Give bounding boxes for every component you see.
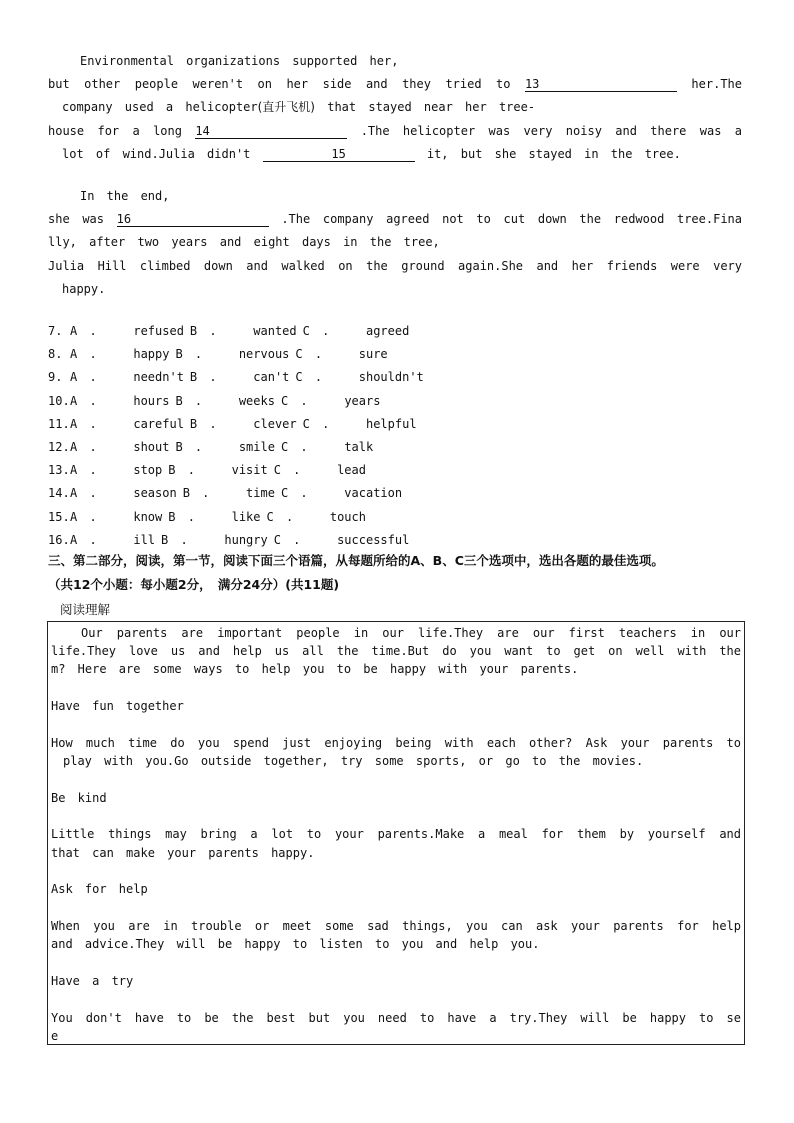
option-number: 8. bbox=[48, 347, 63, 362]
passage-text: lot of wind.Julia didn't bbox=[62, 147, 251, 161]
option-number: 13. bbox=[48, 463, 70, 478]
option-row bbox=[48, 509, 372, 525]
option-c: C . helpful bbox=[302, 416, 417, 431]
reading-line: play with you.Go outside together, try some sports, or go to the movies. bbox=[63, 754, 644, 768]
option-number: 15. bbox=[48, 509, 70, 524]
option-b: B . clever bbox=[189, 416, 297, 431]
reading-passage-box bbox=[47, 621, 745, 1045]
passage-text: it, but she stayed in the tree. bbox=[426, 147, 681, 161]
passage-line bbox=[48, 123, 742, 139]
option-row bbox=[48, 393, 386, 409]
option-number: 7. bbox=[48, 324, 63, 338]
answer-blank-14: 14 bbox=[195, 124, 347, 139]
option-c: C . agreed bbox=[302, 324, 410, 338]
reading-line: Our parents are important people in our life.They are our first teachers in our bbox=[81, 626, 741, 640]
option-c: C . vacation bbox=[280, 486, 403, 501]
option-a: A . stop bbox=[70, 463, 163, 478]
option-row bbox=[48, 346, 394, 362]
option-a: A . ill bbox=[70, 532, 156, 547]
option-c: C . lead bbox=[273, 463, 366, 478]
reading-line: and advice.They will be happy to listen to you and help you. bbox=[51, 937, 540, 951]
reading-line: Little things may bring a lot to your parents.Make a meal for them by yourself and bbox=[51, 827, 741, 841]
section-subtitle: （共12个小题：每小题2分， 满分24分）(共11题) bbox=[48, 577, 340, 592]
option-c: C . touch bbox=[266, 509, 366, 524]
reading-heading: Have fun together bbox=[51, 699, 184, 713]
passage-text: that stayed near her tree- bbox=[327, 100, 536, 114]
option-b: B . visit bbox=[168, 463, 268, 478]
option-c: C . successful bbox=[273, 532, 410, 547]
passage-text-chinese: (直升飞机) bbox=[257, 100, 315, 114]
option-number: 12. bbox=[48, 440, 70, 454]
option-b: B . nervous bbox=[175, 347, 290, 362]
option-number: 16. bbox=[48, 532, 70, 547]
passage-text: .The helicopter was very noisy and there was a bbox=[360, 124, 743, 138]
option-number: 14. bbox=[48, 486, 70, 501]
passage-line: In the end, bbox=[80, 189, 170, 203]
passage-text: company used a helicopter bbox=[62, 100, 258, 114]
option-a: A . hours bbox=[70, 393, 170, 408]
option-row bbox=[48, 532, 415, 548]
reading-line: e bbox=[51, 1029, 59, 1043]
passage-line: Julia Hill climbed down and walked on the ground again.She and her friends were very bbox=[48, 259, 742, 273]
passage-text: she was bbox=[48, 212, 105, 226]
passage-line bbox=[62, 99, 566, 115]
passage-text: house for a long bbox=[48, 124, 182, 138]
section-title: 三、第二部分，阅读，第一节，阅读下面三个语篇，从每题所给的A、B、C三个选项中，选出各题的最佳选项。 bbox=[48, 553, 664, 568]
option-a: A . know bbox=[70, 509, 163, 524]
option-b: B . smile bbox=[175, 440, 275, 454]
answer-blank-15: 15 bbox=[263, 147, 415, 162]
passage-text: .The company agreed not to cut down the redwood tree.Fina bbox=[281, 212, 742, 226]
option-b: B . wanted bbox=[189, 324, 297, 338]
option-b: B . like bbox=[168, 509, 261, 524]
passage-line: lly, after two years and eight days in the tree, bbox=[48, 235, 440, 249]
reading-heading: Ask for help bbox=[51, 882, 148, 896]
option-b: B . can't bbox=[189, 370, 290, 385]
option-row bbox=[48, 416, 423, 432]
option-row bbox=[48, 439, 379, 455]
option-number: 9. bbox=[48, 370, 63, 385]
passage-text: but other people weren't on her side and they tried to bbox=[48, 77, 511, 91]
reading-line: You don't have to be the best but you need to have a try.They will be happy to se bbox=[51, 1011, 741, 1025]
reading-line: When you are in trouble or meet some sad things, you can ask your parents for help bbox=[51, 919, 741, 933]
answer-blank-13: 13 bbox=[525, 77, 677, 92]
option-row bbox=[48, 462, 372, 478]
option-b: B . time bbox=[182, 486, 275, 501]
option-c: C . sure bbox=[295, 347, 388, 362]
option-a: A . shout bbox=[70, 440, 170, 454]
reading-line: that can make your parents happy. bbox=[51, 846, 315, 860]
reading-heading: Be kind bbox=[51, 791, 107, 805]
passage-text: her.The bbox=[691, 77, 742, 91]
reading-line: m? Here are some ways to help you to be happy with your parents. bbox=[51, 662, 579, 676]
option-c: C . shouldn't bbox=[295, 370, 424, 385]
option-row bbox=[48, 323, 415, 339]
option-c: C . talk bbox=[280, 440, 374, 454]
option-c: C . years bbox=[280, 393, 381, 408]
reading-line: life.They love us and help us all the time.But do you want to get on well with the bbox=[51, 644, 741, 658]
passage-line bbox=[48, 211, 742, 227]
passage-line: Environmental organizations supported her, bbox=[80, 54, 399, 68]
option-a: A . season bbox=[70, 486, 177, 501]
option-row bbox=[48, 369, 430, 385]
reading-heading: Have a try bbox=[51, 974, 134, 988]
option-a: A . needn't bbox=[70, 370, 184, 385]
reading-line: How much time do you spend just enjoying being with each other? Ask your parents to bbox=[51, 736, 741, 750]
option-b: B . hungry bbox=[161, 532, 268, 547]
option-a: A . careful bbox=[70, 416, 184, 431]
passage-line bbox=[48, 76, 742, 92]
option-number: 10. bbox=[48, 393, 70, 408]
answer-blank-16: 16 bbox=[117, 212, 269, 227]
option-a: A . refused bbox=[70, 324, 184, 338]
option-a: A . happy bbox=[70, 347, 170, 362]
option-row bbox=[48, 485, 408, 501]
passage-line bbox=[62, 146, 681, 162]
passage-line: happy. bbox=[62, 282, 106, 296]
section-label: 阅读理解 bbox=[60, 602, 111, 617]
option-number: 11. bbox=[48, 416, 70, 431]
option-b: B . weeks bbox=[175, 393, 275, 408]
